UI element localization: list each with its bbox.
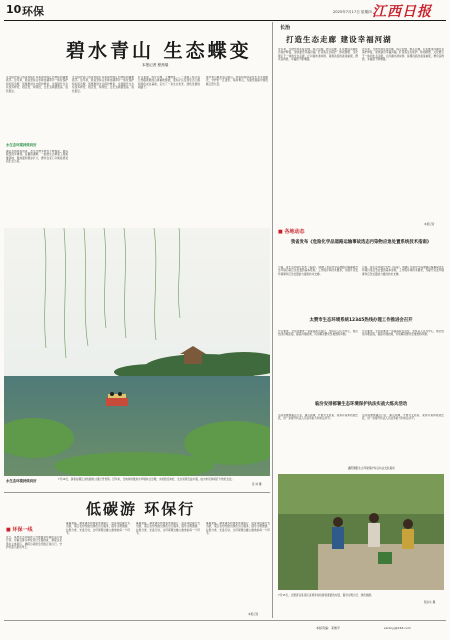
banner-icon: ■ xyxy=(278,229,283,235)
trash-bin xyxy=(378,552,392,564)
section-label: 环保 xyxy=(22,5,44,18)
photo-credit: 张 林 摄 xyxy=(252,483,262,486)
feature2-body-a: 暑期来临，越来越多的游客选择骑行、徒步等低碳方式出游，景区也纷纷推出绿色出行服务，倡导文明旅游、垃圾分类、光盘行动，让环保理念融入旅途的每一个环节。 xyxy=(66,522,130,536)
news1-body-b: 日前，省生态环境厅发布《指南》，明确了危险化学品道路运输事故次生环境污染应急处置的基本原则、工作程序和技术要求，为提升突发环境事件应急处置能力提供技术支撑。 xyxy=(362,266,444,276)
footer-rule xyxy=(4,620,446,621)
news3-body-b: 活动将聚焦重点行业、重点领域，开展交叉检查、案卷评查和技能比武，进一步提升执法人员业务能力和执法水平。 xyxy=(362,414,444,421)
feature-photo xyxy=(4,228,270,476)
volunteer-caption: 7月15日，志愿者在某景区步道旁捡拾游客遗留的垃圾，倡导文明出行、绿色旅游。 xyxy=(278,594,374,597)
news2-headline: 太赞市生态环境系统12345热线办理工作推进会召开 xyxy=(309,318,413,323)
feature-body-3-col3: 矿山复绿、尾矿治理、土壤修复……一项项工程让昔日伤痕累累的山体重披绿装，废弃矿区变身生态公园和特色农业基地，走出了一条生态优先、绿色发展的新路子。 xyxy=(138,76,200,90)
feature-body-4-col4: 绿水青山就是金山银山。我省将持续深化生态文明建设，守护好一江清水、两岸青山，为建设美丽中国贡献江西力量。 xyxy=(206,76,268,86)
feature-intro: 生态保护是江西省持续打造美丽中国江西样板的重要抓手。近年来，我省坚持山水林田湖草沙一体化保护和系统治理，统筹推进生态保护修复，全面提升生态系统多样性、稳定性、持续性，让生态颜值更高、成色更足。 xyxy=(6,76,68,93)
column-body: 近日，某地生态环境部门开展夏季环境执法专项行动，对重点排污单位进行全面排查，督促企业落实主体责任，确保污染防治设施正常运行，守护好蓝天碧水净土。 xyxy=(6,536,62,550)
issue-date: 2025年7月17日 星期四 xyxy=(333,10,372,14)
column-tag-label: 环保一线 xyxy=(12,527,33,533)
feature-byline: 本报记者 程茜瑞 xyxy=(142,63,169,67)
news1-body-a: 日前，省生态环境厅发布《指南》，明确了危险化学品道路运输事故次生环境污染应急处置的基本原则、工作程序和技术要求，为提升突发环境事件应急处置能力提供技术支撑。 xyxy=(278,266,358,276)
footer-email: sxrbcyj@163.com xyxy=(384,626,411,630)
feature2-top-rule xyxy=(4,492,270,493)
page-number: 10 xyxy=(6,3,22,16)
header-rule xyxy=(4,20,446,21)
feature2-title: 低碳游 环保行 xyxy=(86,500,196,518)
news-banner-label: 各地动态 xyxy=(284,229,305,235)
tag-icon: ■ xyxy=(6,527,11,533)
right-reporter: 本报记者 xyxy=(424,223,435,226)
news-banner xyxy=(278,228,305,235)
tour-boat xyxy=(106,392,128,406)
masthead-logo: 江西日报 xyxy=(372,4,432,20)
feature-body-2-col2: 生态保护是江西省持续打造美丽中国江西样板的重要抓手。近年来，我省坚持山水林田湖草沙一体化保护和系统治理，统筹推进生态保护修复，全面提升生态系统多样性、稳定性、持续性，让生态颜值更高、成色更足。 xyxy=(72,76,134,93)
city-label: 长治 xyxy=(280,25,291,31)
volunteer-credit: 程永乐 摄 xyxy=(424,601,436,604)
subhead-water: 水生态环境持续向好 xyxy=(6,143,37,147)
footer-editor: 本版责编：邓维平 xyxy=(316,626,341,630)
news1-headline: 我省发布《危险化学品道路运输事故选态污染物应急处置系统技术指南》 xyxy=(290,240,432,245)
news-credit: 鑫阳摄影生态环境保护综合执法支队提供 xyxy=(348,467,395,470)
inset-text: 水生态环境持续向好 xyxy=(6,479,37,483)
right-body-a: 近年来，当地坚持系统治理、综合治理、源头治理，扎实推进河湖生态保护修复，加快建设幸福河湖，打造集生态保护、休闲游憩、文化展示于一体的生态走廊，让河湖水清岸绿、鱼翔浅底的美景重现，群众获得感、幸福感不断增强。 xyxy=(278,48,358,62)
volunteer-photo xyxy=(278,474,444,590)
column-divider xyxy=(272,22,273,618)
right-body-b: 近年来，当地坚持系统治理、综合治理、源头治理，扎实推进河湖生态保护修复，加快建设幸福河湖，打造集生态保护、休闲游憩、文化展示于一体的生态走廊，让河湖水清岸绿、鱼翔浅底的美景重现，群众获得感、幸福感不断增强。 xyxy=(362,48,444,62)
feature-body-1: 湖区水质明显改善，水生生物多样性不断恢复，候鸟数量逐年增加。在鄱阳湖畔，一批批生态修复工程相继落地，湿地面积稳步扩大，群众在家门口就能感受到生态之美。 xyxy=(6,150,68,164)
inset-label xyxy=(6,478,37,483)
news3-headline: 临汾安排部署生态环境保护执法实战大练兵活动 xyxy=(314,402,408,407)
news3-body-a: 活动将聚焦重点行业、重点领域，开展交叉检查、案卷评查和技能比武，进一步提升执法人员业务能力和执法水平。 xyxy=(278,414,358,421)
feature2-author: 本报记者 xyxy=(248,613,259,616)
photo-caption: 7月16日，游客在赣江边的湿地公园泛舟赏荷。近年来，当地持续推进水环境综合治理，水质稳定向好，生态景观日益丰富，成为市民休闲打卡的好去处。 xyxy=(58,478,235,481)
feature2-body-b: 暑期来临，越来越多的游客选择骑行、徒步等低碳方式出游，景区也纷纷推出绿色出行服务，倡导文明旅游、垃圾分类、光盘行动，让环保理念融入旅途的每一个环节。 xyxy=(136,522,200,536)
feature-title: 碧水青山 生态蝶变 xyxy=(66,40,252,62)
news2-body-a: 会议要求，全系统要进一步提高政治站位，坚持以人民为中心，规范热线办理流程，提高办理质效，切实解决群众急难愁盼问题。 xyxy=(278,330,358,337)
column-tag xyxy=(6,526,33,533)
feature2-body-c: 暑期来临，越来越多的游客选择骑行、徒步等低碳方式出游，景区也纷纷推出绿色出行服务，倡导文明旅游、垃圾分类、光盘行动，让环保理念融入旅途的每一个环节。 xyxy=(206,522,270,536)
right-title: 打造生态走廊 建设幸福河湖 xyxy=(286,35,392,44)
news2-body-b: 会议要求，全系统要进一步提高政治站位，坚持以人民为中心，规范热线办理流程，提高办理质效，切实解决群众急难愁盼问题。 xyxy=(362,330,444,337)
